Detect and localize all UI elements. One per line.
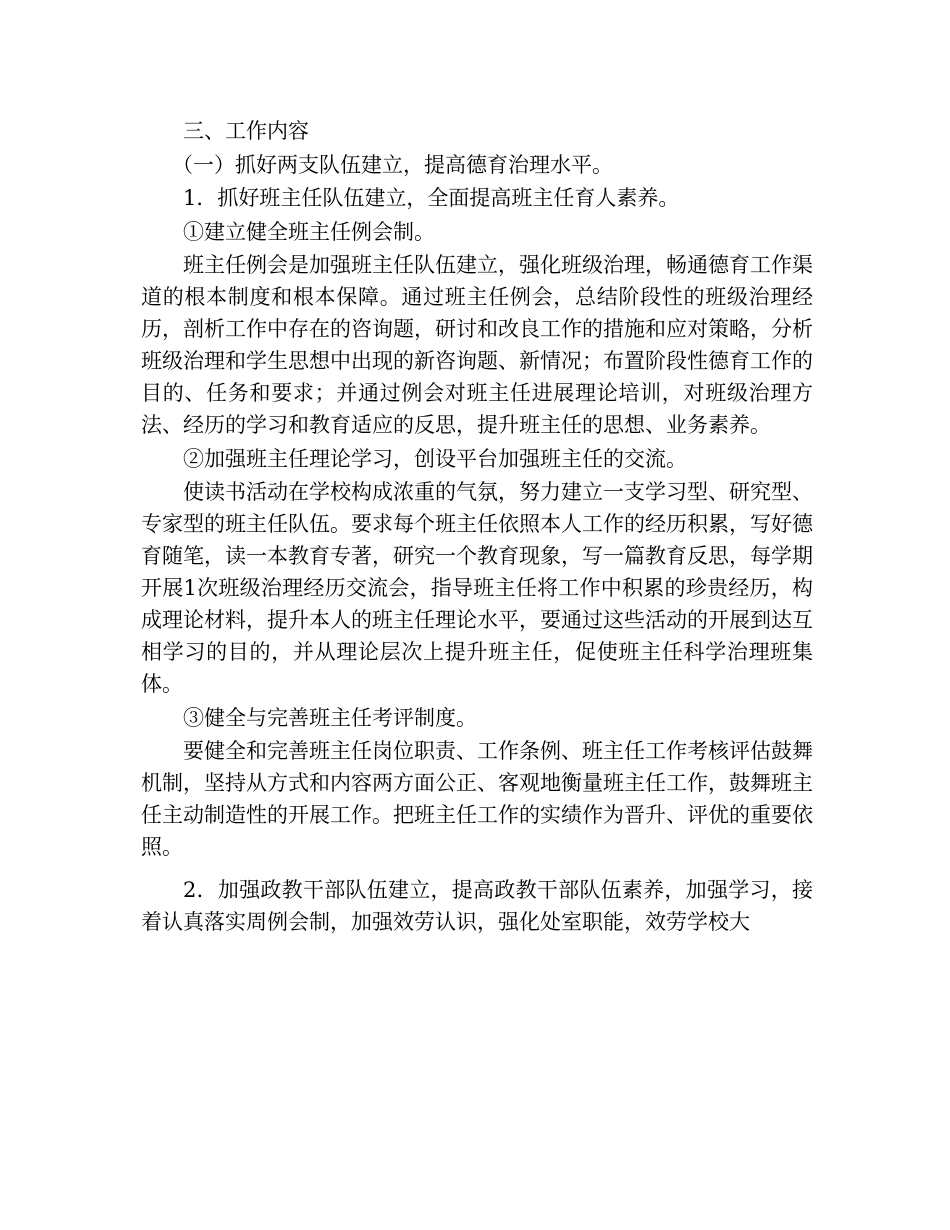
- body-paragraph-3: 要健全和完善班主任岗位职责、工作条例、班主任工作考核评估鼓舞机制，坚持从方式和内容两方面公正、客观地衡量班主任工作，鼓舞班主任主动制造性的开展工作。把班主任工作的实绩作为晋升、评优的重要依照。: [141, 739, 813, 859]
- item-heading-1: 1．抓好班主任队伍建立，全面提高班主任育人素养。: [183, 186, 680, 210]
- subitem-heading-3: ③健全与完善班主任考评制度。: [183, 705, 477, 730]
- subsection-heading: （一）抓好两支队伍建立，提高德育治理水平。: [172, 152, 613, 177]
- item-heading-2: 2．加强政教干部队伍建立，提高政教干部队伍素养，加强学习，接着认真落实周例会制，加强效劳认识，强化处室职能，效劳学校大: [141, 878, 813, 934]
- section-heading: 三、工作内容: [183, 119, 309, 143]
- document-page: [141, 115, 813, 940]
- body-paragraph-1: 班主任例会是加强班主任队伍建立，强化班级治理，畅通德育工作渠道的根本制度和根本保障。通过班主任例会，总结阶段性的班级治理经历，剖析工作中存在的咨询题，研讨和改良工作的措施和应对策略，分析班级治理和学生思想中出现的新咨询题、新情况；布置阶段性德育工作的目的、任务和要求；并通过例会对班主任进展理论培训，对班级治理方法、经历的学习和教育适应的反思，提升班主任的思想、业务素养。: [141, 253, 813, 437]
- subitem-heading-2: ②加强班主任理论学习，创设平台加强班主任的交流。: [183, 446, 687, 471]
- body-paragraph-2: 使读书活动在学校构成浓重的气氛，努力建立一支学习型、研究型、专家型的班主任队伍。要求每个班主任依照本人工作的经历积累，写好德育随笔，读一本教育专著，研究一个教育现象，写一篇教育反思，每学期开展1次班级治理经历交流会，指导班主任将工作中积累的珍贵经历，构成理论材料，提升本人的班主任理论水平，要通过这些活动的开展到达互相学习的目的，并从理论层次上提升班主任，促使班主任科学治理班集体。: [141, 480, 813, 696]
- subitem-heading-1: ①建立健全班主任例会制。: [183, 219, 435, 244]
